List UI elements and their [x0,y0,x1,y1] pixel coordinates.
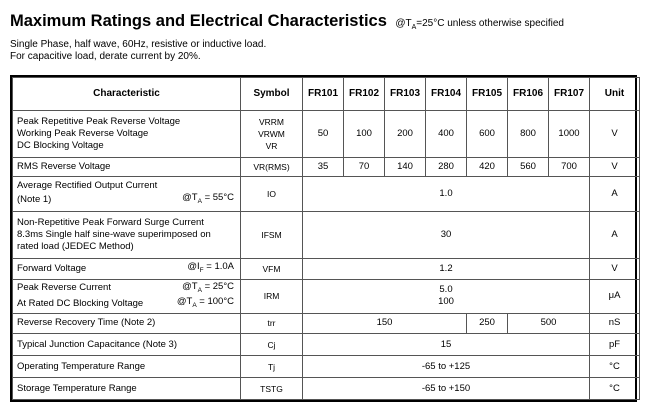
symbol-cell: trr [241,314,303,334]
characteristic-row [17,192,236,208]
condition-prefix: @T [182,192,198,203]
condition-sub: A [197,286,202,294]
value-cell: 400 [426,111,467,158]
value-cell: -65 to +125 [303,356,590,378]
characteristic-cell [13,279,241,313]
characteristic-line: 8.3ms Single half sine-wave superimposed on [17,228,211,240]
condition-value: = 25°C [201,280,234,292]
table-row [13,157,640,177]
table-row [13,177,640,211]
condition-text [182,281,236,297]
unit-cell: V [590,157,640,177]
value-line: 100 [438,296,454,308]
unit-cell: μA [590,279,640,313]
value-cell: 70 [344,157,385,177]
table-row [13,111,640,158]
condition-sub: A [197,197,202,205]
characteristic-line: Peak Reverse Current [17,282,111,294]
title-condition [395,18,564,29]
header-symbol: Symbol [241,78,303,111]
characteristic-line: Peak Repetitive Peak Reverse Voltage [17,115,181,127]
symbol-cell [241,111,303,158]
value-cell: 280 [426,157,467,177]
symbol-cell: VR(RMS) [241,157,303,177]
symbol-cell: Cj [241,333,303,356]
value-cell: 30 [303,211,590,259]
characteristic-row [17,281,236,297]
header-fr107: FR107 [549,78,590,111]
characteristic-line: Forward Voltage [17,263,87,274]
condition-text [187,261,236,277]
value-line: 5.0 [439,284,453,296]
characteristic-cell [13,177,241,211]
unit-cell: °C [590,378,640,400]
characteristic-cell: Storage Temperature Range [13,378,241,400]
symbol-cell: IO [241,177,303,211]
page-title [10,11,564,38]
characteristic-line: rated load (JEDEC Method) [17,240,134,252]
condition-value: = 1.0A [203,261,234,273]
value-cell: 1.2 [303,259,590,280]
condition-value: = 100°C [196,296,234,308]
note-1: Single Phase, half wave, 60Hz, resistive or inductive load. [10,39,267,50]
symbol-cell: IRM [241,279,303,313]
title-cond-suffix: =25°C unless otherwise specified [416,18,564,29]
condition-sub: A [192,302,197,310]
condition-prefix: @I [187,261,200,273]
unit-cell: V [590,111,640,158]
value-cell: 150 [303,314,467,334]
condition-prefix: @T [176,296,193,308]
header-unit: Unit [590,78,640,111]
value-cell: 560 [508,157,549,177]
characteristic-line: DC Blocking Voltage [17,139,104,151]
characteristic-cell: RMS Reverse Voltage [13,157,241,177]
value-cell [303,279,590,313]
value-cell: 700 [549,157,590,177]
unit-cell: °C [590,356,640,378]
value-cell: 140 [385,157,426,177]
characteristic-line: (Note 1) [17,193,52,205]
ratings-table [10,75,637,402]
symbol-cell: Tj [241,356,303,378]
header-fr102: FR102 [344,78,385,111]
title-cond-sub: A [411,24,417,31]
characteristic-line: Non-Repetitive Peak Forward Surge Current [17,216,204,228]
symbol-line: VRWM [258,128,285,139]
table-row [13,333,640,356]
value-cell: 1000 [549,111,590,158]
characteristic-line: Average Rectified Output Current [17,180,158,191]
characteristic-line: At Rated DC Blocking Voltage [17,298,144,310]
characteristic-row [17,261,236,277]
header-fr104: FR104 [426,78,467,111]
value-cell: 420 [467,157,508,177]
unit-cell: pF [590,333,640,356]
unit-cell: nS [590,314,640,334]
characteristic-cell: Reverse Recovery Time (Note 2) [13,314,241,334]
condition-text [182,192,236,208]
note-2: For capacitive load, derate current by 20%. [10,51,201,62]
value-cell: 500 [508,314,590,334]
condition-value: = 55°C [201,192,234,203]
symbol-line: VR [265,140,278,151]
unit-cell: V [590,259,640,280]
unit-cell: A [590,211,640,259]
characteristic-cell [13,111,241,158]
table-row [13,314,640,334]
characteristic-cell [13,211,241,259]
value-cell: 600 [467,111,508,158]
value-cell: 250 [467,314,508,334]
title-main: Maximum Ratings and Electrical Characteristics [10,12,387,30]
table-row [13,259,640,280]
header-fr103: FR103 [385,78,426,111]
table-row [13,378,640,400]
header-fr105: FR105 [467,78,508,111]
characteristic-line: Working Peak Reverse Voltage [17,127,149,139]
symbol-cell: VFM [241,259,303,280]
table-row [13,211,640,259]
table-row [13,279,640,313]
condition-sub: F [199,266,204,274]
header-fr106: FR106 [508,78,549,111]
value-cell: 35 [303,157,344,177]
condition-text [177,296,236,312]
characteristic-row [17,296,236,312]
value-cell: 800 [508,111,549,158]
characteristic-cell: Operating Temperature Range [13,356,241,378]
symbol-cell: TSTG [241,378,303,400]
value-cell: 200 [385,111,426,158]
title-cond-prefix: @T [395,18,412,29]
symbol-line: VRRM [258,116,285,127]
value-cell: 100 [344,111,385,158]
value-cell: 15 [303,333,590,356]
header-characteristic: Characteristic [13,78,241,111]
characteristic-cell [13,259,241,280]
value-cell: 1.0 [303,177,590,211]
header-row [13,78,640,111]
characteristic-cell: Typical Junction Capacitance (Note 3) [13,333,241,356]
symbol-cell: IFSM [241,211,303,259]
table-row [13,356,640,378]
value-cell: 50 [303,111,344,158]
header-fr101: FR101 [303,78,344,111]
condition-prefix: @T [182,280,198,292]
unit-cell: A [590,177,640,211]
value-cell: -65 to +150 [303,378,590,400]
